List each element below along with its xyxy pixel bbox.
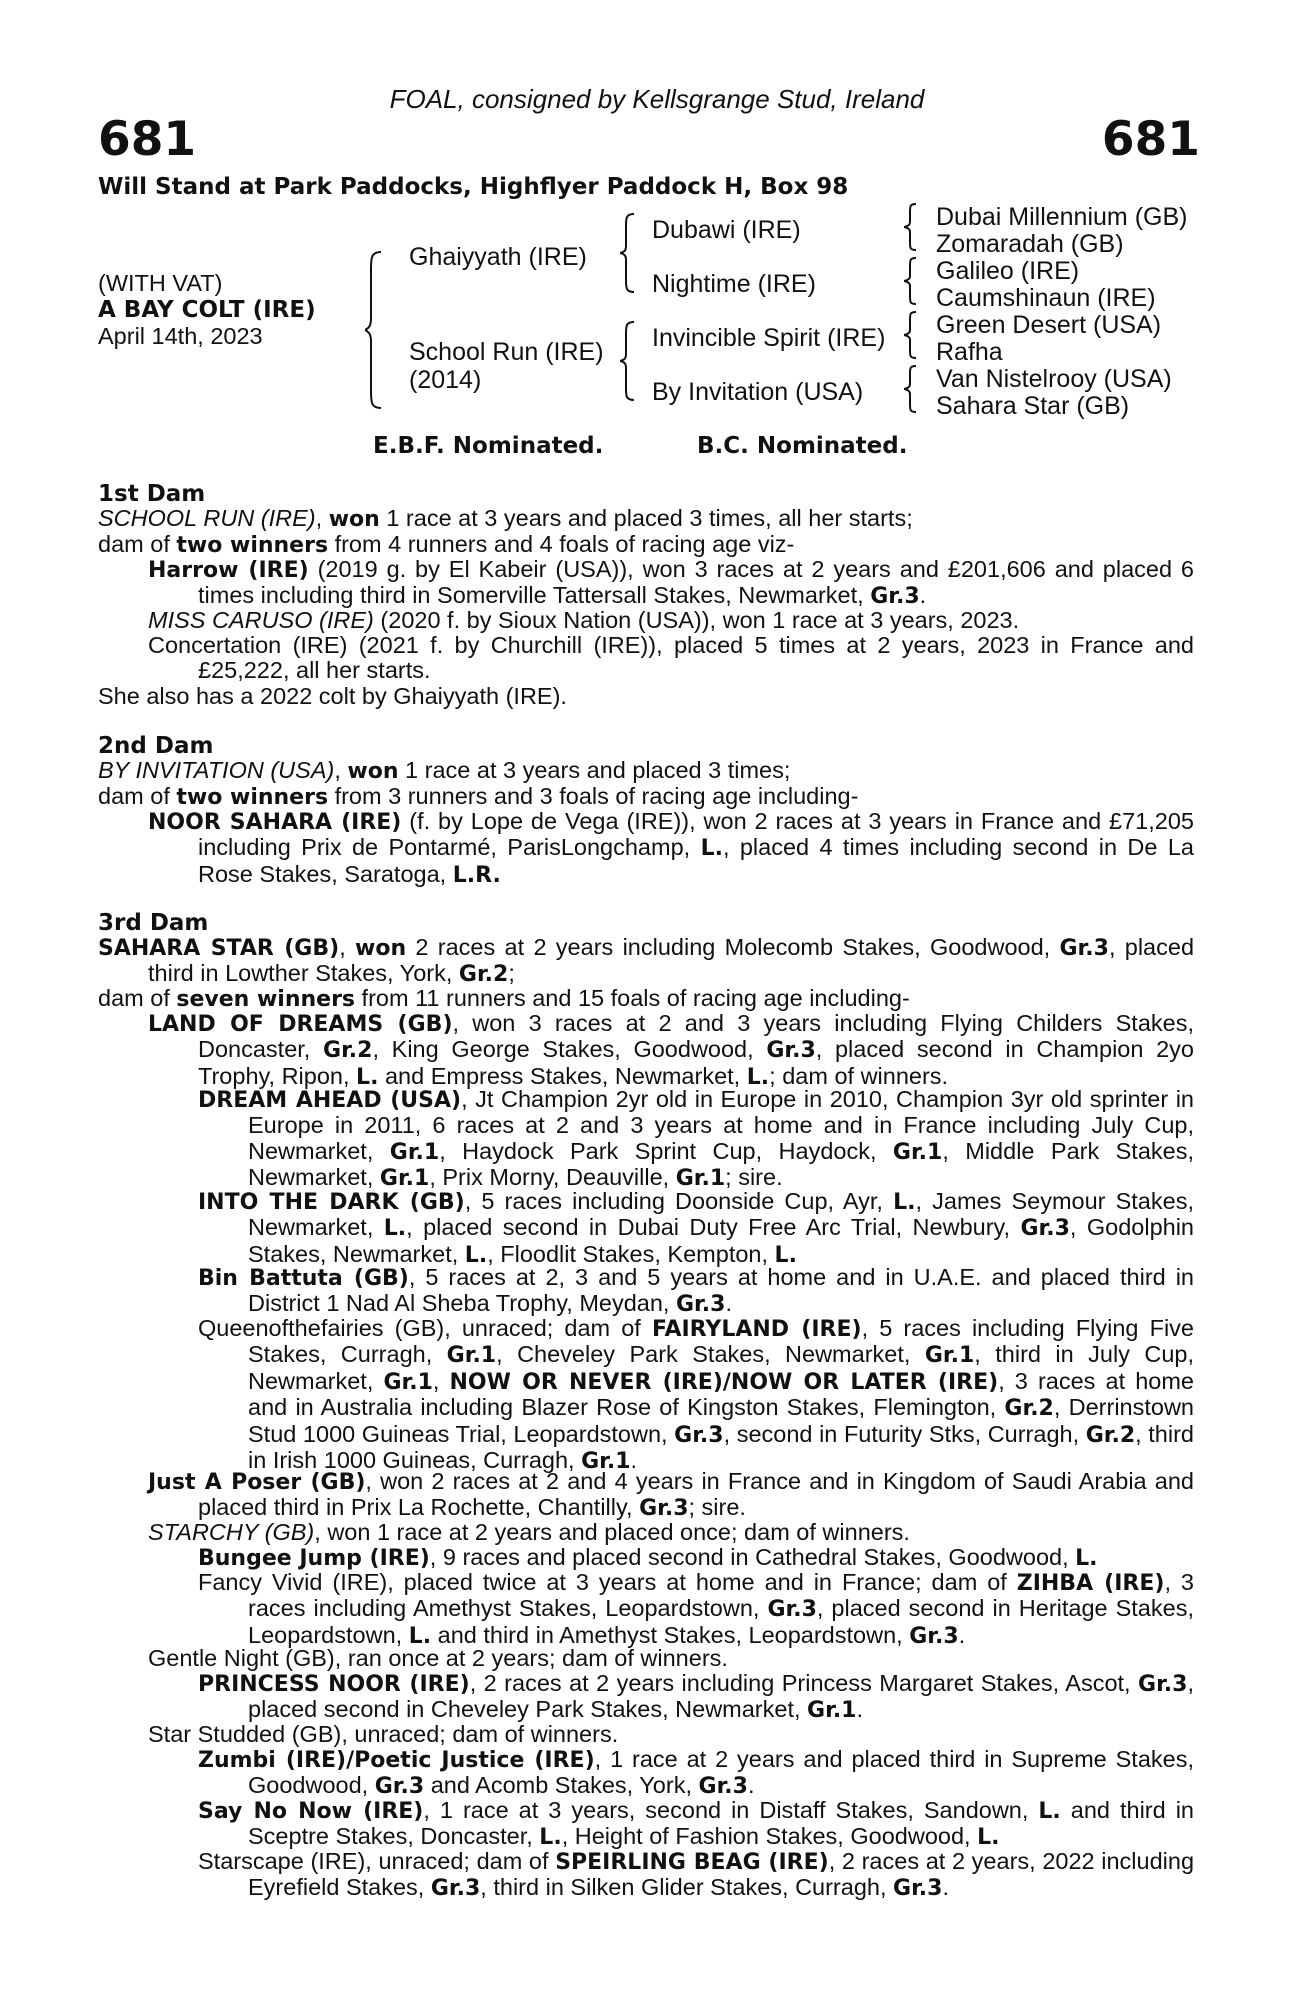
gentle-night-entry: Gentle Night (GB), ran once at 2 years; dam of winners. [148,1645,728,1671]
star-studded-entry: Star Studded (GB), unraced; dam of winners. [148,1721,619,1747]
dream-ahead-entry: DREAM AHEAD (USA), Jt Champion 2yr old in Europe in 2010, Champion 3yr old sprinter in Europe in 2011, 6 races at 2 and 3 years at home and in France including July Cup, Newmarket, Gr.1, Haydock Park Sprint Cup, Haydock, Gr.1, Middle Park Stakes, Newmarket, Gr.1, Prix Morny, Deauville, Gr.1; sire. [198,1086,1194,1192]
vat-note: (WITH VAT) [98,270,223,296]
lot-number-right: 681 [1101,112,1200,167]
pedigree-g3: Galileo (IRE) [936,257,1080,285]
pedigree-g7: Van Nistelrooy (USA) [936,365,1172,393]
sire-name: Ghaiyyath (IRE) [409,243,587,271]
third-dam-heading: 3rd Dam [98,910,209,936]
pedigree-g4: Caumshinaun (IRE) [936,284,1156,312]
first-dam-note: She also has a 2022 colt by Ghaiyyath (IRE). [98,683,567,709]
dam-dam: By Invitation (USA) [652,378,864,406]
bc-nomination: B.C. Nominated. [697,433,908,459]
consignment-line: FOAL, consigned by Kellsgrange Stud, Ireland [389,84,925,114]
sire-dam: Nightime (IRE) [652,270,816,298]
g-brace-2 [904,256,920,306]
second-dam-record: BY INVITATION (USA), won 1 race at 3 years and placed 3 times; dam of two winners from 3 runners and 3 foals of racing age including- [98,757,859,811]
g-brace-4 [904,364,920,414]
dam-brace [620,320,638,402]
first-dam-produce-3: Concertation (IRE) (2021 f. by Churchill (IRE)), placed 5 times at 2 years, 2023 in France and £25,222, all her starts. [148,632,1194,684]
starchy-entry: STARCHY (GB), won 1 race at 2 years and placed once; dam of winners. [148,1519,910,1545]
third-dam-summary: dam of seven winners from 11 runners and 15 foals of racing age including- [98,985,910,1012]
starscape-entry: Starscape (IRE), unraced; dam of SPEIRLING BEAG (IRE), 2 races at 2 years, 2022 including Eyrefield Stakes, Gr.3, third in Silken Glider Stakes, Curragh, Gr.3. [198,1848,1195,1902]
queenofthefairies-entry: Queenofthefairies (GB), unraced; dam of FAIRYLAND (IRE), 5 races including Flying Five Stakes, Curragh, Gr.1, Cheveley Park Stakes, Newmarket, Gr.1, third in July Cup, Newmarket, Gr.1, NOW OR NEVER (IRE)/NOW OR LATER (IRE), 3 races at home and in Australia including Blazer Rose of Kingston Stakes, Flemington, Gr.2, Derrinstown Stud 1000 Guineas Trial, Leopardstown, Gr.3, second in Futurity Stks, Curragh, Gr.2, third in Irish 1000 Guineas, Curragh, Gr.1. [198,1315,1194,1475]
first-dam-record: SCHOOL RUN (IRE), won 1 race at 3 years and placed 3 times, all her starts; dam of two winners from 4 runners and 4 foals of racing age viz- [98,505,913,559]
zumbi-entry: Zumbi (IRE)/Poetic Justice (IRE), 1 race at 2 years and placed third in Supreme Stakes, Goodwood, Gr.3 and Acomb Stakes, York, Gr.3. [198,1746,1194,1800]
dam-sire: Invincible Spirit (IRE) [652,324,886,352]
dam-year: (2014) [409,366,482,394]
third-dam-record: SAHARA STAR (GB), won 2 races at 2 years including Molecomb Stakes, Goodwood, Gr.3, placed third in Lowther Stakes, York, Gr.2; [98,934,1195,988]
first-dam-heading: 1st Dam [98,481,206,507]
just-a-poser-entry: Just A Poser (GB), won 2 races at 2 and 4 years in France and in Kingdom of Saudi Arabia and placed third in Prix La Rochette, Chantilly, Gr.3; sire. [148,1468,1194,1522]
g-brace-3 [904,310,920,360]
princess-noor-entry: PRINCESS NOOR (IRE), 2 races at 2 years including Princess Margaret Stakes, Ascot, Gr.3, placed second in Cheveley Park Stakes, Newmarket, Gr.1. [198,1670,1194,1724]
pedigree-main-brace [365,250,387,410]
first-dam-produce-1: Harrow (IRE) (2019 g. by El Kabeir (USA)), won 3 races at 2 years and £201,606 and placed 6 times including third in Somerville Tattersall Stakes, Newmarket, Gr.3. [148,556,1194,610]
foaling-date: April 14th, 2023 [98,323,263,349]
say-no-now-entry: Say No Now (IRE), 1 race at 3 years, second in Distaff Stakes, Sandown, L. and third in Sceptre Stakes, Doncaster, L., Height of Fashion Stakes, Goodwood, L. [198,1797,1194,1851]
pedigree-g1: Dubai Millennium (GB) [936,203,1188,231]
pedigree-g5: Green Desert (USA) [936,311,1162,339]
pedigree-g2: Zomaradah (GB) [936,230,1124,258]
pedigree-g6: Rafha [936,338,1003,366]
sire-brace [620,212,638,294]
stand-location: Will Stand at Park Paddocks, Highflyer Paddock H, Box 98 [98,174,849,200]
land-of-dreams-entry: LAND OF DREAMS (GB), won 3 races at 2 and 3 years including Flying Childers Stakes, Doncaster, Gr.2, King George Stakes, Goodwood, Gr.3, placed second in Champion 2yo Trophy, Ripon, L. and Empress Stakes, Newmarket, L.; dam of winners. [148,1010,1194,1090]
horse-name: A BAY COLT (IRE) [98,297,316,323]
first-dam-produce-2: MISS CARUSO (IRE) (2020 f. by Sioux Nation (USA)), won 1 race at 3 years, 2023. [148,607,1020,633]
second-dam-heading: 2nd Dam [98,733,214,759]
g-brace-1 [904,202,920,252]
dam-name: School Run (IRE) [409,338,604,366]
bin-battuta-entry: Bin Battuta (GB), 5 races at 2, 3 and 5 years at home and in U.A.E. and placed third in District 1 Nad Al Sheba Trophy, Meydan, Gr.3. [198,1264,1194,1318]
lot-number-left: 681 [98,112,197,167]
bungee-jump-entry: Bungee Jump (IRE), 9 races and placed second in Cathedral Stakes, Goodwood, L. [198,1544,1098,1571]
into-the-dark-entry: INTO THE DARK (GB), 5 races including Doonside Cup, Ayr, L., James Seymour Stakes, Newmarket, L., placed second in Dubai Duty Free Arc Trial, Newbury, Gr.3, Godolphin Stakes, Newmarket, L., Floodlit Stakes, Kempton, L. [198,1188,1194,1268]
second-dam-produce-1: NOOR SAHARA (IRE) (f. by Lope de Vega (IRE)), won 2 races at 3 years in France and £71,205 including Prix de Pontarmé, ParisLongchamp, L., placed 4 times including second in De La Rose Stakes, Saratoga, L.R. [148,808,1194,888]
pedigree-g8: Sahara Star (GB) [936,392,1130,420]
sire-sire: Dubawi (IRE) [652,216,801,244]
fancy-vivid-entry: Fancy Vivid (IRE), placed twice at 3 years at home and in France; dam of ZIHBA (IRE), 3 races including Amethyst Stakes, Leopardstown, Gr.3, placed second in Heritage Stakes, Leopardstown, L. and third in Amethyst Stakes, Leopardstown, Gr.3. [198,1569,1194,1649]
ebf-nomination: E.B.F. Nominated. [373,433,604,459]
